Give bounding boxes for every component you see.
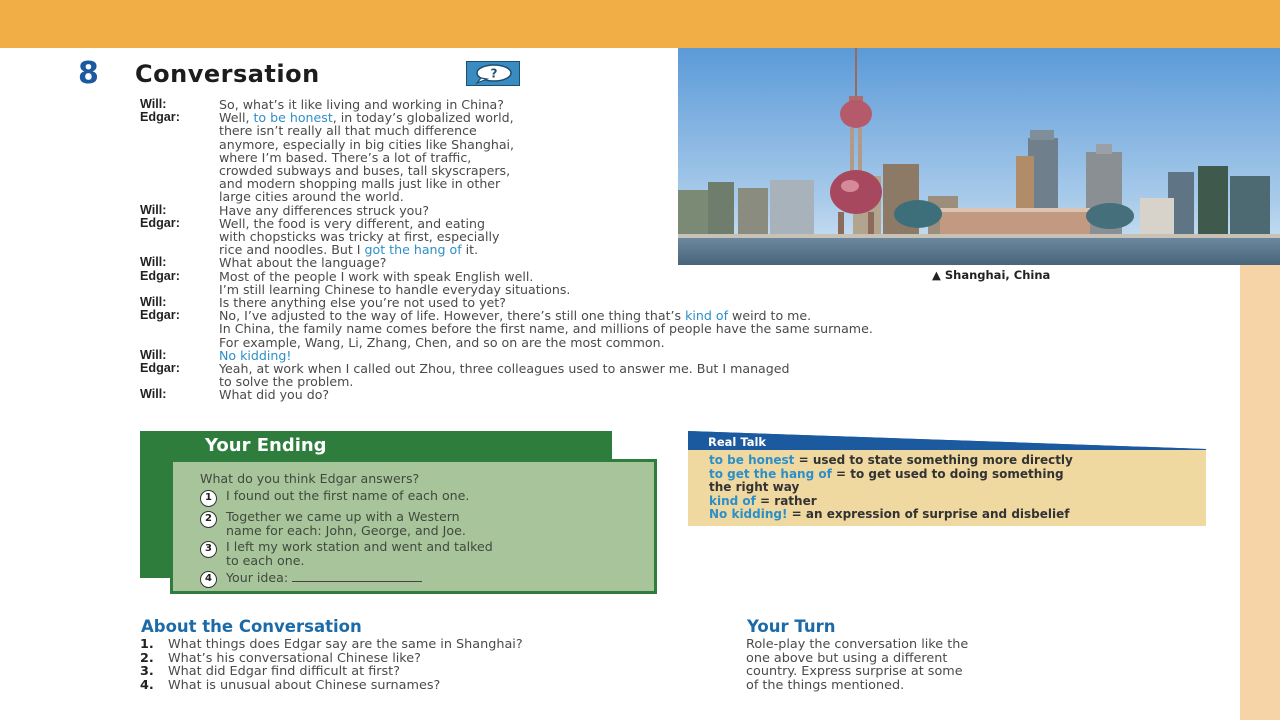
ending-option [200, 570, 650, 588]
speech-text: Have any differences struck you? [219, 202, 430, 218]
photo-caption: ▲ Shanghai, China [932, 268, 1051, 282]
option-text: Together we came up with a Western name for each: John, George, and Joe. [226, 509, 466, 538]
speech-text: What did you do? [219, 387, 330, 403]
real-talk-definition: = to get used to doing something the right way [709, 466, 1064, 494]
speaker-name: Edgar: [140, 361, 180, 376]
dialog-line [140, 388, 1210, 401]
real-talk-entry [709, 468, 1199, 495]
speech-text: Well, the food is very different, and eating with chopsticks was tricky at first, especially rice and noodles. But I got the hang of it. [219, 215, 500, 258]
idiom-highlight: got the hang of [364, 242, 462, 258]
speech-text: Yeah, at work when I called out Zhou, three colleagues used to answer me. But I managed to solve the problem. [219, 361, 790, 390]
speaker-name: Will: [140, 295, 167, 310]
top-color-band [0, 0, 1280, 48]
speech-bubble-question-icon [466, 61, 520, 86]
speaker-name: Edgar: [140, 268, 180, 283]
dialog-line [140, 309, 1210, 349]
idiom-highlight: No kidding! [219, 347, 292, 363]
real-talk-term: to get the hang of [709, 466, 832, 481]
real-talk-term: kind of [709, 493, 756, 508]
real-talk-definition: = used to state something more directly [794, 453, 1073, 467]
speech-text: So, what’s it like living and working in China? [219, 97, 504, 112]
section-number: 8 [78, 56, 99, 91]
your-ending-title: Your Ending [205, 435, 327, 456]
option-text: I found out the first name of each one. [226, 488, 470, 503]
question-item: 3. What did Edgar find difficult at first? [140, 664, 400, 679]
speaker-name: Will: [140, 97, 167, 111]
question-item: 2. What’s his conversational Chinese like? [140, 650, 421, 666]
speaker-name: Will: [140, 347, 167, 362]
real-talk-term: No kidding! [709, 507, 788, 521]
answer-blank-line[interactable] [292, 570, 422, 582]
ending-option [200, 510, 650, 537]
speaker-name: Will: [140, 387, 167, 402]
ending-option [200, 540, 650, 567]
option-number-badge: 3 [200, 541, 217, 558]
speech-text: Well, to be honest, in today’s globalized world, there isn’t really all that much difference anymore, especially in big cities like Shanghai, where I’m based. There’s a lot of traffic, crowded subways and buses, tall skyscrapers, and modern shopping malls just like in other large cities around the world. [219, 110, 515, 205]
dialog-line [140, 217, 1210, 257]
your-turn-heading: Your Turn [747, 617, 836, 636]
idiom-highlight: kind of [685, 308, 729, 324]
your-turn-text: Role-play the conversation like the one above but using a different country. Express surprise at some of the things mentioned. [746, 637, 969, 693]
idiom-highlight: to be honest [253, 110, 333, 126]
real-talk-definition: = rather [755, 493, 817, 508]
dialog-line [140, 111, 1210, 203]
real-talk-entry [709, 495, 1199, 509]
option-text: I left my work station and went and talked to each one. [226, 539, 493, 568]
real-talk-term: to be honest [709, 453, 795, 467]
dialog-line [140, 362, 1210, 388]
speaker-name: Will: [140, 202, 167, 217]
section-title: Conversation [135, 60, 320, 88]
option-number-badge: 4 [200, 571, 217, 588]
speech-text: Most of the people I work with speak English well. I’m still learning Chinese to handle everyday situations. [219, 268, 571, 297]
conversation-transcript [140, 98, 1210, 402]
svg-text:?: ? [490, 66, 498, 81]
speech-text: What about the language? [219, 255, 387, 271]
option-text: Your idea: [226, 570, 422, 588]
question-item: 1. What things does Edgar say are the same in Shanghai? [140, 637, 523, 652]
speaker-name: Edgar: [140, 110, 180, 125]
your-ending-content [200, 472, 650, 591]
real-talk-entry [709, 508, 1199, 522]
dialog-line [140, 270, 1210, 296]
real-talk-entries [709, 454, 1199, 522]
your-ending-question: What do you think Edgar answers? [200, 471, 420, 486]
speaker-name: Edgar: [140, 215, 180, 230]
option-number-badge: 1 [200, 490, 217, 507]
real-talk-entry [709, 454, 1199, 468]
speech-text: No, I’ve adjusted to the way of life. However, there’s still one thing that’s kind of weird to me. In China, the family name comes before the first name, and millions of people have the same surname. For example, Wang, Li, Zhang, Chen, and so on are the most common. [219, 308, 873, 350]
speaker-name: Will: [140, 255, 167, 270]
option-number-badge: 2 [200, 511, 217, 528]
ending-option [200, 489, 650, 507]
real-talk-title: Real Talk [708, 435, 767, 449]
speaker-name: Edgar: [140, 308, 180, 323]
about-question-list [140, 638, 523, 692]
speech-text: Is there anything else you’re not used to yet? [219, 295, 506, 311]
side-color-band [1240, 265, 1280, 720]
real-talk-definition: = an expression of surprise and disbelief [787, 507, 1070, 521]
about-conversation-heading: About the Conversation [141, 617, 362, 636]
question-item: 4. What is unusual about Chinese surnames? [140, 677, 441, 693]
